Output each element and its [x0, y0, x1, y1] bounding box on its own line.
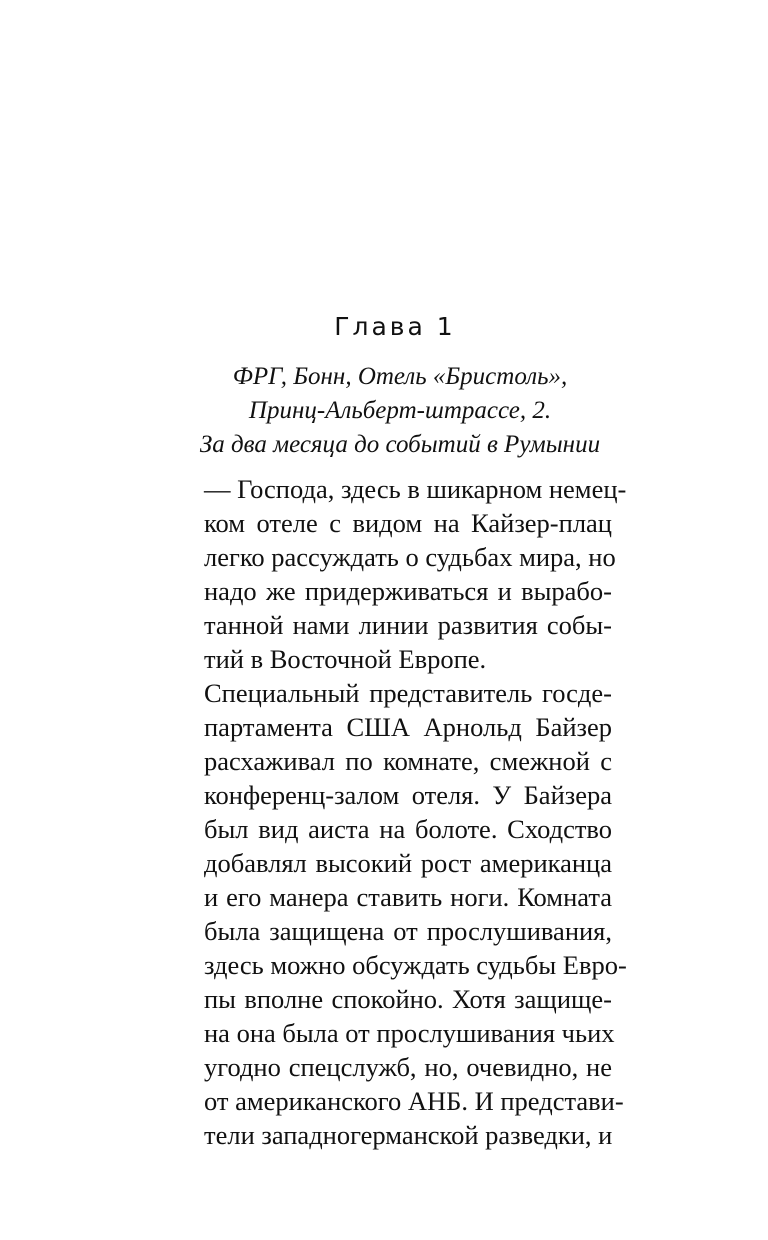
text-line: угодно спецслужб, но, очевидно, не [204, 1052, 612, 1082]
text-line: был вид аиста на болоте. Сходство [204, 814, 612, 844]
epigraph-line: За два месяца до событий в Румынии [199, 431, 601, 458]
text-line: была защищена от прослушивания, [204, 916, 612, 946]
paragraph-dialogue [204, 472, 627, 676]
text-line: и его манера ставить ноги. Комната [204, 882, 612, 912]
text-line: надо же придерживаться и вырабо- [204, 576, 612, 606]
body-text [204, 472, 627, 1152]
text-line: танной нами линии развития собы- [204, 610, 612, 640]
text-line: пы вполне спокойно. Хотя защище- [204, 984, 612, 1014]
text-line: на она была от прослушивания чьих [204, 1018, 615, 1048]
text-line: добавлял высокий рост американца [204, 848, 612, 878]
text-line: партамента США Арнольд Байзер [204, 712, 612, 742]
paragraph-narration [204, 676, 627, 1152]
text-line: расхаживал по комнате, смежной с [204, 746, 612, 776]
epigraph [190, 360, 610, 462]
text-line: легко рассуждать о судьбах мира, но [204, 542, 616, 572]
text-line: конференц-залом отеля. У Байзера [204, 780, 612, 810]
text-line: тий в Восточной Европе. [204, 644, 487, 674]
text-line: — Господа, здесь в шикарном немец- [204, 474, 627, 504]
text-line: здесь можно обсуждать судьбы Евро- [204, 950, 627, 980]
text-line: от американского АНБ. И представи- [204, 1086, 624, 1116]
epigraph-line: Принц-Альберт-штрассе, 2. [248, 397, 552, 424]
text-line: тели западногерманской разведки, и [204, 1120, 613, 1150]
text-line: Специальный представитель госде- [204, 678, 612, 708]
text-line: ком отеле с видом на Кайзер-плац [204, 508, 612, 538]
chapter-title: Глава 1 [334, 312, 456, 341]
epigraph-line: ФРГ, Бонн, Отель «Бристоль», [232, 363, 568, 390]
